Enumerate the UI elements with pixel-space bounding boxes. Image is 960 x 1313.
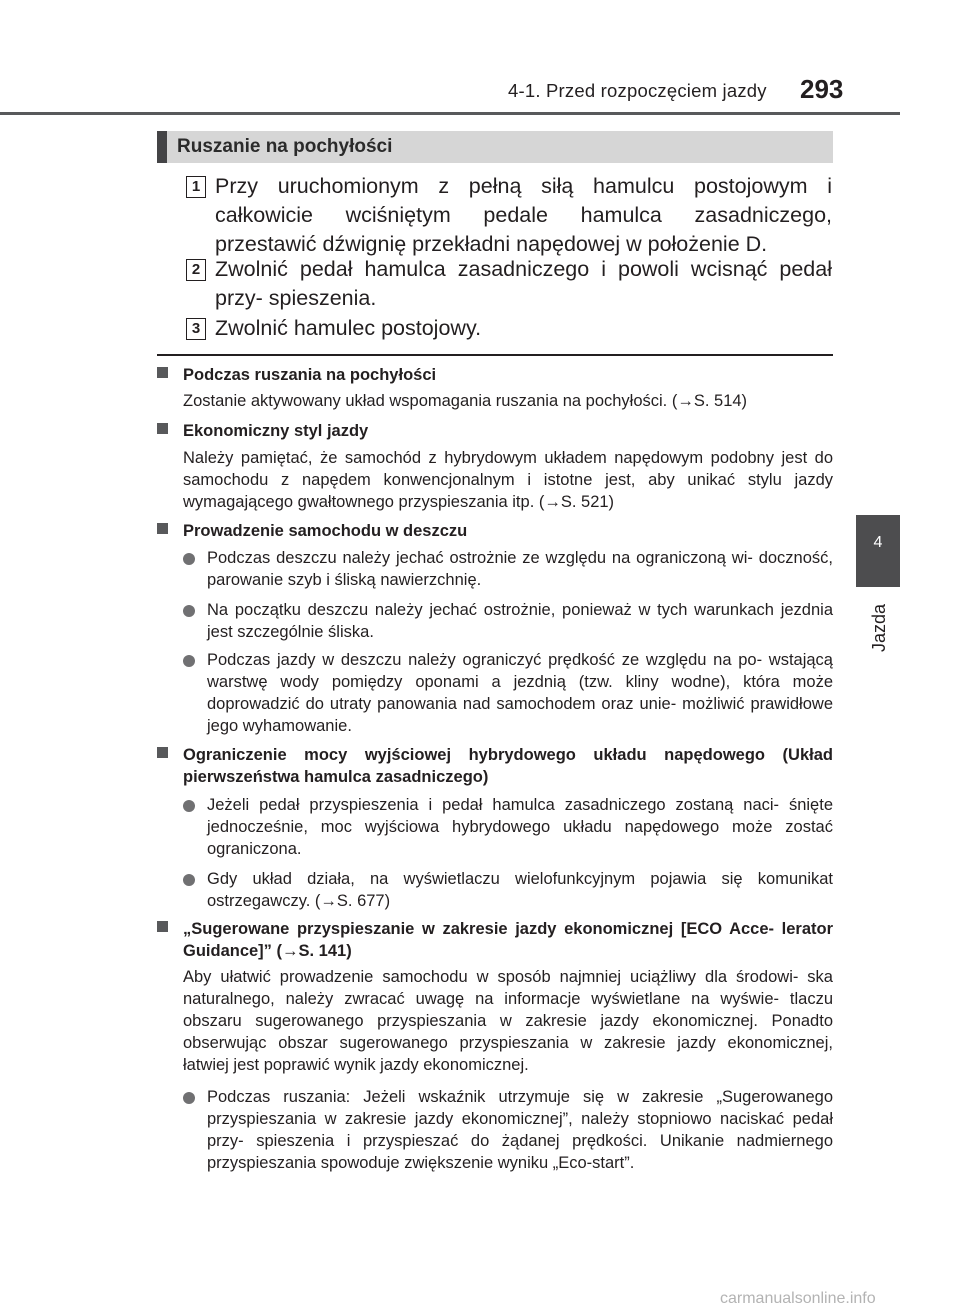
note-title: Podczas ruszania na pochyłości <box>183 366 437 384</box>
page-number: 293 <box>800 74 844 104</box>
note-body: Należy pamiętać, że samochód z hybrydowym układem napędowym podobny jest do samochodu z napędem konwencjonalnym i istotne jest, aby unikać stylu jazdy wymagającego gwałtownego przyspieszania itp. (→S. 521) <box>183 449 833 511</box>
chapter-label <box>859 594 899 654</box>
note-body: Zostanie aktywowany układ wspomagania ruszania na pochyłości. (→S. 514) <box>183 392 748 410</box>
header-rule <box>0 112 900 115</box>
chapter-tab: 4 <box>856 515 900 587</box>
step-text-1: Przy uruchomionym z pełną siłą hamulcu postojowym i całkowicie wciśniętym pedale hamulca zasadniczego, przestawić dźwignię przekładni napędowej w położenie D. <box>215 174 832 256</box>
list-item-text: Gdy układ działa, na wyświetlaczu wielofunkcyjnym pojawia się komunikat ostrzegawczy. (→S. 677) <box>207 870 833 910</box>
note-title: „Sugerowane przyspieszanie w zakresie jazdy ekonomicznej [ECO Acce- lerator Guidance]” (→S. 141) <box>183 920 833 960</box>
list-item-text: Podczas jazdy w deszczu należy ograniczyć prędkość ze względu na po- wstającą warstwę wody pomiędzy oponami a jezdnią (tzw. kliny wodne), która może doprowadzić do utraty panowania nad samochodem oraz unie- możliwić prawidłowe jego wyhamowanie. <box>207 651 833 735</box>
note-body: Aby ułatwić prowadzenie samochodu w sposób najmniej uciążliwy dla środowi- ska naturalnego, należy zwracać uwagę na informacje wyświetlane na wyświe- tlaczu obszaru sugerowanego przyspieszania w zakresie jazdy ekonomicznej. Ponadto obserwując obszar sugerowanego przyspieszania w zakresie jazdy ekonomicznej, łatwiej jest poprawić wynik jazdy ekonomicznej. <box>183 968 833 1074</box>
note-title: Ekonomiczny styl jazdy <box>183 422 369 440</box>
round-bullet-icon <box>183 553 195 565</box>
running-header: 4-1. Przed rozpoczęciem jazdy <box>508 80 767 101</box>
list-item-text: Podczas deszczu należy jechać ostrożnie ze względu na ograniczoną wi- doczność, parowanie szyb i śliską nawierzchnię. <box>207 549 833 589</box>
round-bullet-icon <box>183 800 195 812</box>
divider <box>157 354 833 356</box>
square-bullet-icon <box>157 423 168 434</box>
chapter-label-text: Jazda <box>869 603 889 652</box>
step-number-2: 2 <box>186 259 206 281</box>
watermark: carmanualsonline.info <box>720 1290 876 1307</box>
step-text-2: Zwolnić pedał hamulca zasadniczego i powoli wcisnąć pedał przy- spieszenia. <box>215 257 832 310</box>
round-bullet-icon <box>183 1092 195 1104</box>
list-item-text: Na początku deszczu należy jechać ostrożnie, ponieważ w tych warunkach jezdnia jest szczególnie śliska. <box>207 601 833 641</box>
note-title: Ograniczenie mocy wyjściowej hybrydowego układu napędowego (Układ pierwszeństwa hamulca zasadniczego) <box>183 746 833 786</box>
list-item-text: Jeżeli pedał przyspieszenia i pedał hamulca zasadniczego zostaną naci- śnięte jednocześnie, moc wyjściowa hybrydowego układu napędowego może zostać ograniczona. <box>207 796 833 858</box>
round-bullet-icon <box>183 874 195 886</box>
square-bullet-icon <box>157 523 168 534</box>
square-bullet-icon <box>157 747 168 758</box>
square-bullet-icon <box>157 921 168 932</box>
list-item-text: Podczas ruszania: Jeżeli wskaźnik utrzymuje się w zakresie „Sugerowanego przyspieszania w zakresie jazdy ekonomicznej”, należy stopniowo naciskać pedał przy- spieszenia i przyspieszać do żądanej prędkości. Unikanie nadmiernego przyspieszania spowoduje zwiększenie wyniku „Eco-start”. <box>207 1088 833 1172</box>
step-number-3: 3 <box>186 318 206 340</box>
square-bullet-icon <box>157 367 168 378</box>
step-number-1: 1 <box>186 176 206 198</box>
step-text-3: Zwolnić hamulec postojowy. <box>215 316 482 340</box>
round-bullet-icon <box>183 605 195 617</box>
round-bullet-icon <box>183 655 195 667</box>
section-title: Ruszanie na pochyłości <box>177 136 393 157</box>
note-title: Prowadzenie samochodu w deszczu <box>183 522 468 540</box>
section-title-bar <box>157 131 833 163</box>
